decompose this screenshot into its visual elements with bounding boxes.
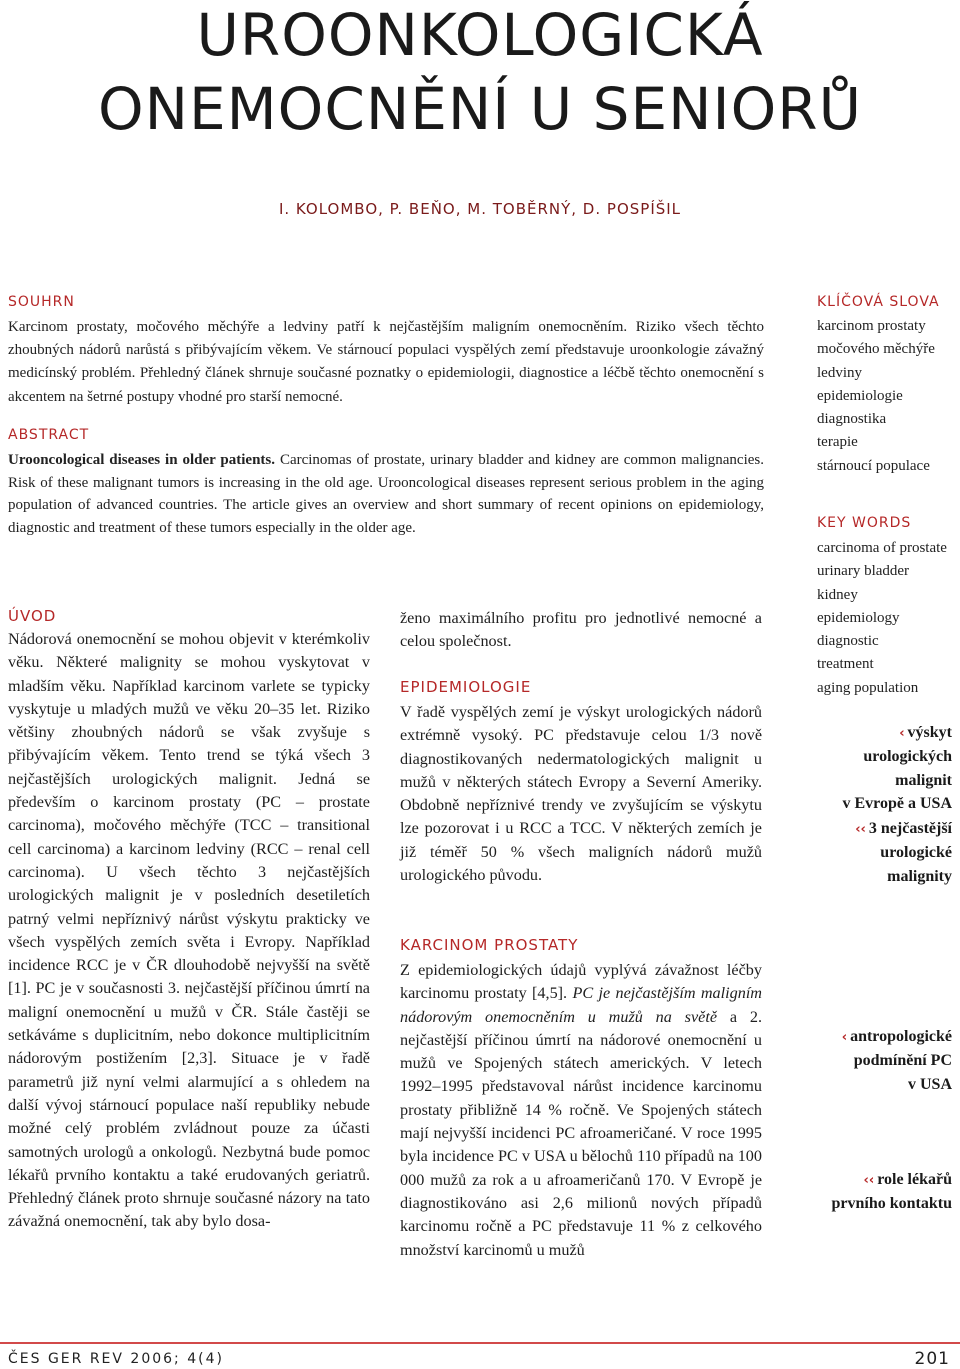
- klicova-slova-item: ledviny: [817, 364, 862, 381]
- epidemiologie-text: V řadě vyspělých zemí je výskyt urologických nádorů extrémně vysoký. PC představuje celou 1/3 nově diagnostikovaných nedermatologických malignit u mužů v některých státech Evropy a Severní Ameriky. Obdobně nepříznivé trendy ve zvyšujícím se výskytu lze pozorovat i u RCC a TCC. V některých zemích je již téměř 50 % všech maligních nádorů mužů urologického původu.: [400, 703, 762, 885]
- karcinom-text-part1: Z epidemiologických údajů vyplývá závažnost léčby karcinomu prostaty [4,5].: [400, 961, 762, 1003]
- souhrn-heading: SOUHRN: [8, 294, 75, 310]
- klicova-slova-heading: KLÍČOVÁ SLOVA: [817, 294, 940, 310]
- souhrn-text: Karcinom prostaty, močového měchýře a ledviny patří k nejčastějším maligním onemocněním. Riziko všech těchto zhoubných nádorů narůstá s přibývajícím věkem. Ve stárnoucí populaci vyspělých zemí představuje uroonkologie závažný medicínský problém. Přehledný článek shrnuje současné poznatky o epidemiologii, diagnostice a léčbě těchto onemocnění s akcentem na šetrné postupy vhodné pro starší nemocné.: [8, 319, 764, 405]
- margin-note-text: role lékařů: [877, 1171, 952, 1188]
- karcinom-prostaty-text: [400, 959, 762, 1262]
- title-line-1: UROONKOLOGICKÁ: [196, 1, 764, 69]
- arrow-left-icon: ‹: [899, 726, 905, 741]
- klicova-slova-item: stárnoucí populace: [817, 457, 930, 474]
- margin-note-3: [802, 1025, 952, 1096]
- arrow-left-icon: ‹‹: [863, 1173, 875, 1188]
- margin-note-line: [802, 817, 952, 841]
- key-words-heading: KEY WORDS: [817, 515, 912, 531]
- margin-note-line: [802, 721, 952, 745]
- margin-note-4: [802, 1168, 952, 1216]
- margin-note-2: [802, 817, 952, 888]
- margin-note-1: [802, 721, 952, 816]
- key-words-item: carcinoma of prostate: [817, 540, 947, 556]
- key-words-item: diagnostic: [817, 633, 879, 650]
- klicova-slova-list: [817, 315, 935, 478]
- margin-note-text: prvního kontaktu: [831, 1195, 952, 1213]
- klicova-slova-item: diagnostika: [817, 411, 887, 428]
- margin-note-text: v Evropě a USA: [842, 795, 952, 813]
- page-number: 201: [914, 1349, 950, 1369]
- klicova-slova-item: epidemiologie: [817, 387, 903, 404]
- margin-note-line: [802, 792, 952, 815]
- abstract-text: [8, 449, 764, 539]
- key-words-list: [817, 537, 947, 700]
- arrow-left-icon: ‹‹: [855, 822, 866, 837]
- key-words-item: kidney: [817, 586, 858, 603]
- margin-note-text: urologických: [863, 748, 952, 766]
- abstract-body: Carcinomas of prostate, urinary bladder and kidney are common malignancies. Risk of these malignant tumors is increasing in the old age. Urooncological diseases represent serious problem in the aging population of advanced countries. The article gives an overview and short summary of recent opinions on epidemiology, diagnostic and treatment of these tumors especially in the older age.: [8, 452, 765, 536]
- authors: I. KOLOMBO, P. BEŇO, M. TOBĚRNÝ, D. POSPÍŠIL: [278, 200, 682, 218]
- klicova-slova-item: karcinom prostaty: [817, 318, 926, 334]
- margin-note-line: [802, 1025, 952, 1049]
- margin-note-line: [802, 1192, 952, 1215]
- margin-note-line: [802, 1073, 952, 1096]
- margin-note-text: malignit: [895, 771, 952, 789]
- abstract-title: Urooncological diseases in older patients.: [8, 452, 276, 468]
- margin-note-line: [802, 865, 952, 888]
- uvod-text: Nádorová onemocnění se mohou objevit v kterémkoliv věku. Některé malignity se mohou vyskytovat v mladším věku. Například karcinom varlete se typicky vyskytuje u mladých mužů ve věku 20–35 let. Riziko většiny zhoubných nádorů se však zvyšuje s přibývajícím věkem. Tento trend se týká všech 3 nejčastějších urologických malignit. Jedná se především o karcinom prostaty (PC – prostate carcinoma), močového měchýře (TCC – transitional cell carcinoma) a karcinom ledviny (RCC – renal cell carcinoma). U všech těchto 3 nejčastějších urologických malignit je v posledních desetiletích patrný velmi nepříznivý nárůst výskytu prakticky ve všech vyspělých zemích světa i Evropy. Například incidence RCC je v ČR dlouhodobě nejvyšší na světě [1]. PC je v současnosti 3. nejčastější příčinou úmrtí na maligní onemocnění u mužů v ČR. Stále častěji se setkáváme s duplicitním, nebo dokonce multiplicitním nádorovým postižením [2,3]. Situace je v řadě parametrů již nyní velmi alarmující a s ohledem na další vývoj stárnoucí populace naší republiky nebude možné celý problém zvládnout pouze za účasti samotných urologů a onkologů. Nezbytná bude pomoc lékařů prvního kontaktu a také erudovaných geriatrů. Přehledný článek proto shrnuje současné názory na tato závažná onemocnění, tak aby bylo dosa-: [8, 630, 370, 1231]
- key-words-item: treatment: [817, 656, 874, 673]
- margin-note-text: malignity: [887, 867, 952, 885]
- journal-citation: ČES GER REV 2006; 4(4): [8, 1351, 224, 1367]
- margin-note-text: výskyt: [907, 724, 952, 741]
- abstract-heading: ABSTRACT: [8, 427, 90, 443]
- margin-note-text: antropologické: [850, 1028, 952, 1045]
- title-line-2: ONEMOCNĚNÍ U SENIORŮ: [97, 75, 863, 143]
- klicova-slova-item: močového měchýře: [817, 341, 935, 358]
- margin-note-line: [802, 1049, 952, 1072]
- uvod-continuation: ženo maximálního profitu pro jednotlivé nemocné a celou společnost.: [400, 609, 762, 651]
- uvod-heading: ÚVOD: [8, 607, 57, 625]
- footer-rule: [0, 1342, 960, 1344]
- margin-note-text: v USA: [907, 1075, 952, 1093]
- margin-note-text: podmínění PC: [853, 1052, 952, 1070]
- klicova-slova-item: terapie: [817, 434, 858, 451]
- arrow-left-icon: ‹: [841, 1030, 848, 1045]
- margin-note-line: [802, 745, 952, 768]
- karcinom-text-part2: a 2. nejčastější příčinou úmrtí na nádorové onemocnění u mužů ve Spojených státech amerických. V letech 1992–1995 představoval nárůst incidence karcinomu prostaty přibližně 14 % ročně. Ve Spojených státech mají nejvyšší incidenci PC afroameričané. V roce 1995 byla incidence PC v USA u bělochů 110 případů na 100 000 mužů za rok a u afroameričanů 170. V Evropě je diagnostikováno asi 2,6 milionů nových případů karcinomu ročně a PC představuje 11 % z celkového množství karcinomů u mužů: [400, 1007, 763, 1259]
- key-words-item: urinary bladder: [817, 563, 910, 580]
- epidemiologie-heading: EPIDEMIOLOGIE: [400, 678, 532, 696]
- karcinom-prostaty-heading: KARCINOM PROSTATY: [400, 936, 579, 954]
- margin-note-text: urologické: [880, 844, 952, 862]
- margin-note-line: [802, 1168, 952, 1192]
- karcinom-highlight: PC je nejčastějším maligním nádorovým onemocněním u mužů na světě: [400, 984, 763, 1026]
- margin-note-line: [802, 841, 952, 864]
- key-words-item: aging population: [817, 679, 919, 696]
- key-words-item: epidemiology: [817, 609, 900, 626]
- margin-note-text: 3 nejčastější: [868, 820, 952, 837]
- margin-note-line: [802, 769, 952, 792]
